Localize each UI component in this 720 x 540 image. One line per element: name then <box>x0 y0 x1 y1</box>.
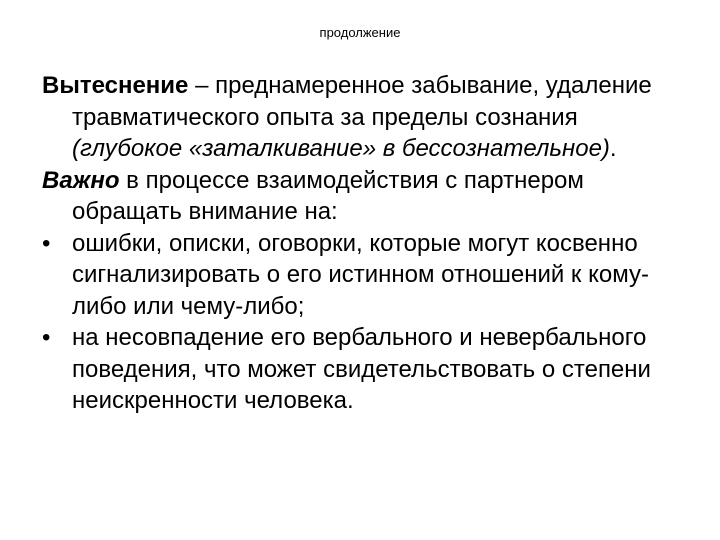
bullet-icon: • <box>42 229 51 257</box>
definition-text: преднамеренное забывание, удаление травматического опыта за пределы сознания <box>72 72 652 131</box>
slide-title: продолжение <box>319 25 401 40</box>
important-text: в процессе взаимодействия с партнером обращать внимание на: <box>72 166 584 225</box>
definition-term: Вытеснение <box>42 72 189 99</box>
definition-end: . <box>609 135 617 162</box>
list-item <box>42 228 682 323</box>
important-label: Важно <box>42 166 120 194</box>
definition-paragraph <box>42 70 682 165</box>
definition-note: (глубокое «заталкивание» в бессознательное) <box>72 135 610 162</box>
list-item <box>42 322 682 417</box>
list-item-text: ошибки, описки, оговорки, которые могут косвенно сигнализировать о его истинном отношений к кому-либо или чему-либо; <box>72 229 649 320</box>
slide-body <box>42 70 682 417</box>
important-paragraph <box>42 165 682 228</box>
definition-dash: – <box>188 72 216 99</box>
attention-list <box>42 228 682 417</box>
bullet-icon: • <box>42 324 51 351</box>
list-item-text: на несовпадение его вербального и невербального поведения, что может свидетельствовать о степени неискренности человека. <box>72 324 651 414</box>
